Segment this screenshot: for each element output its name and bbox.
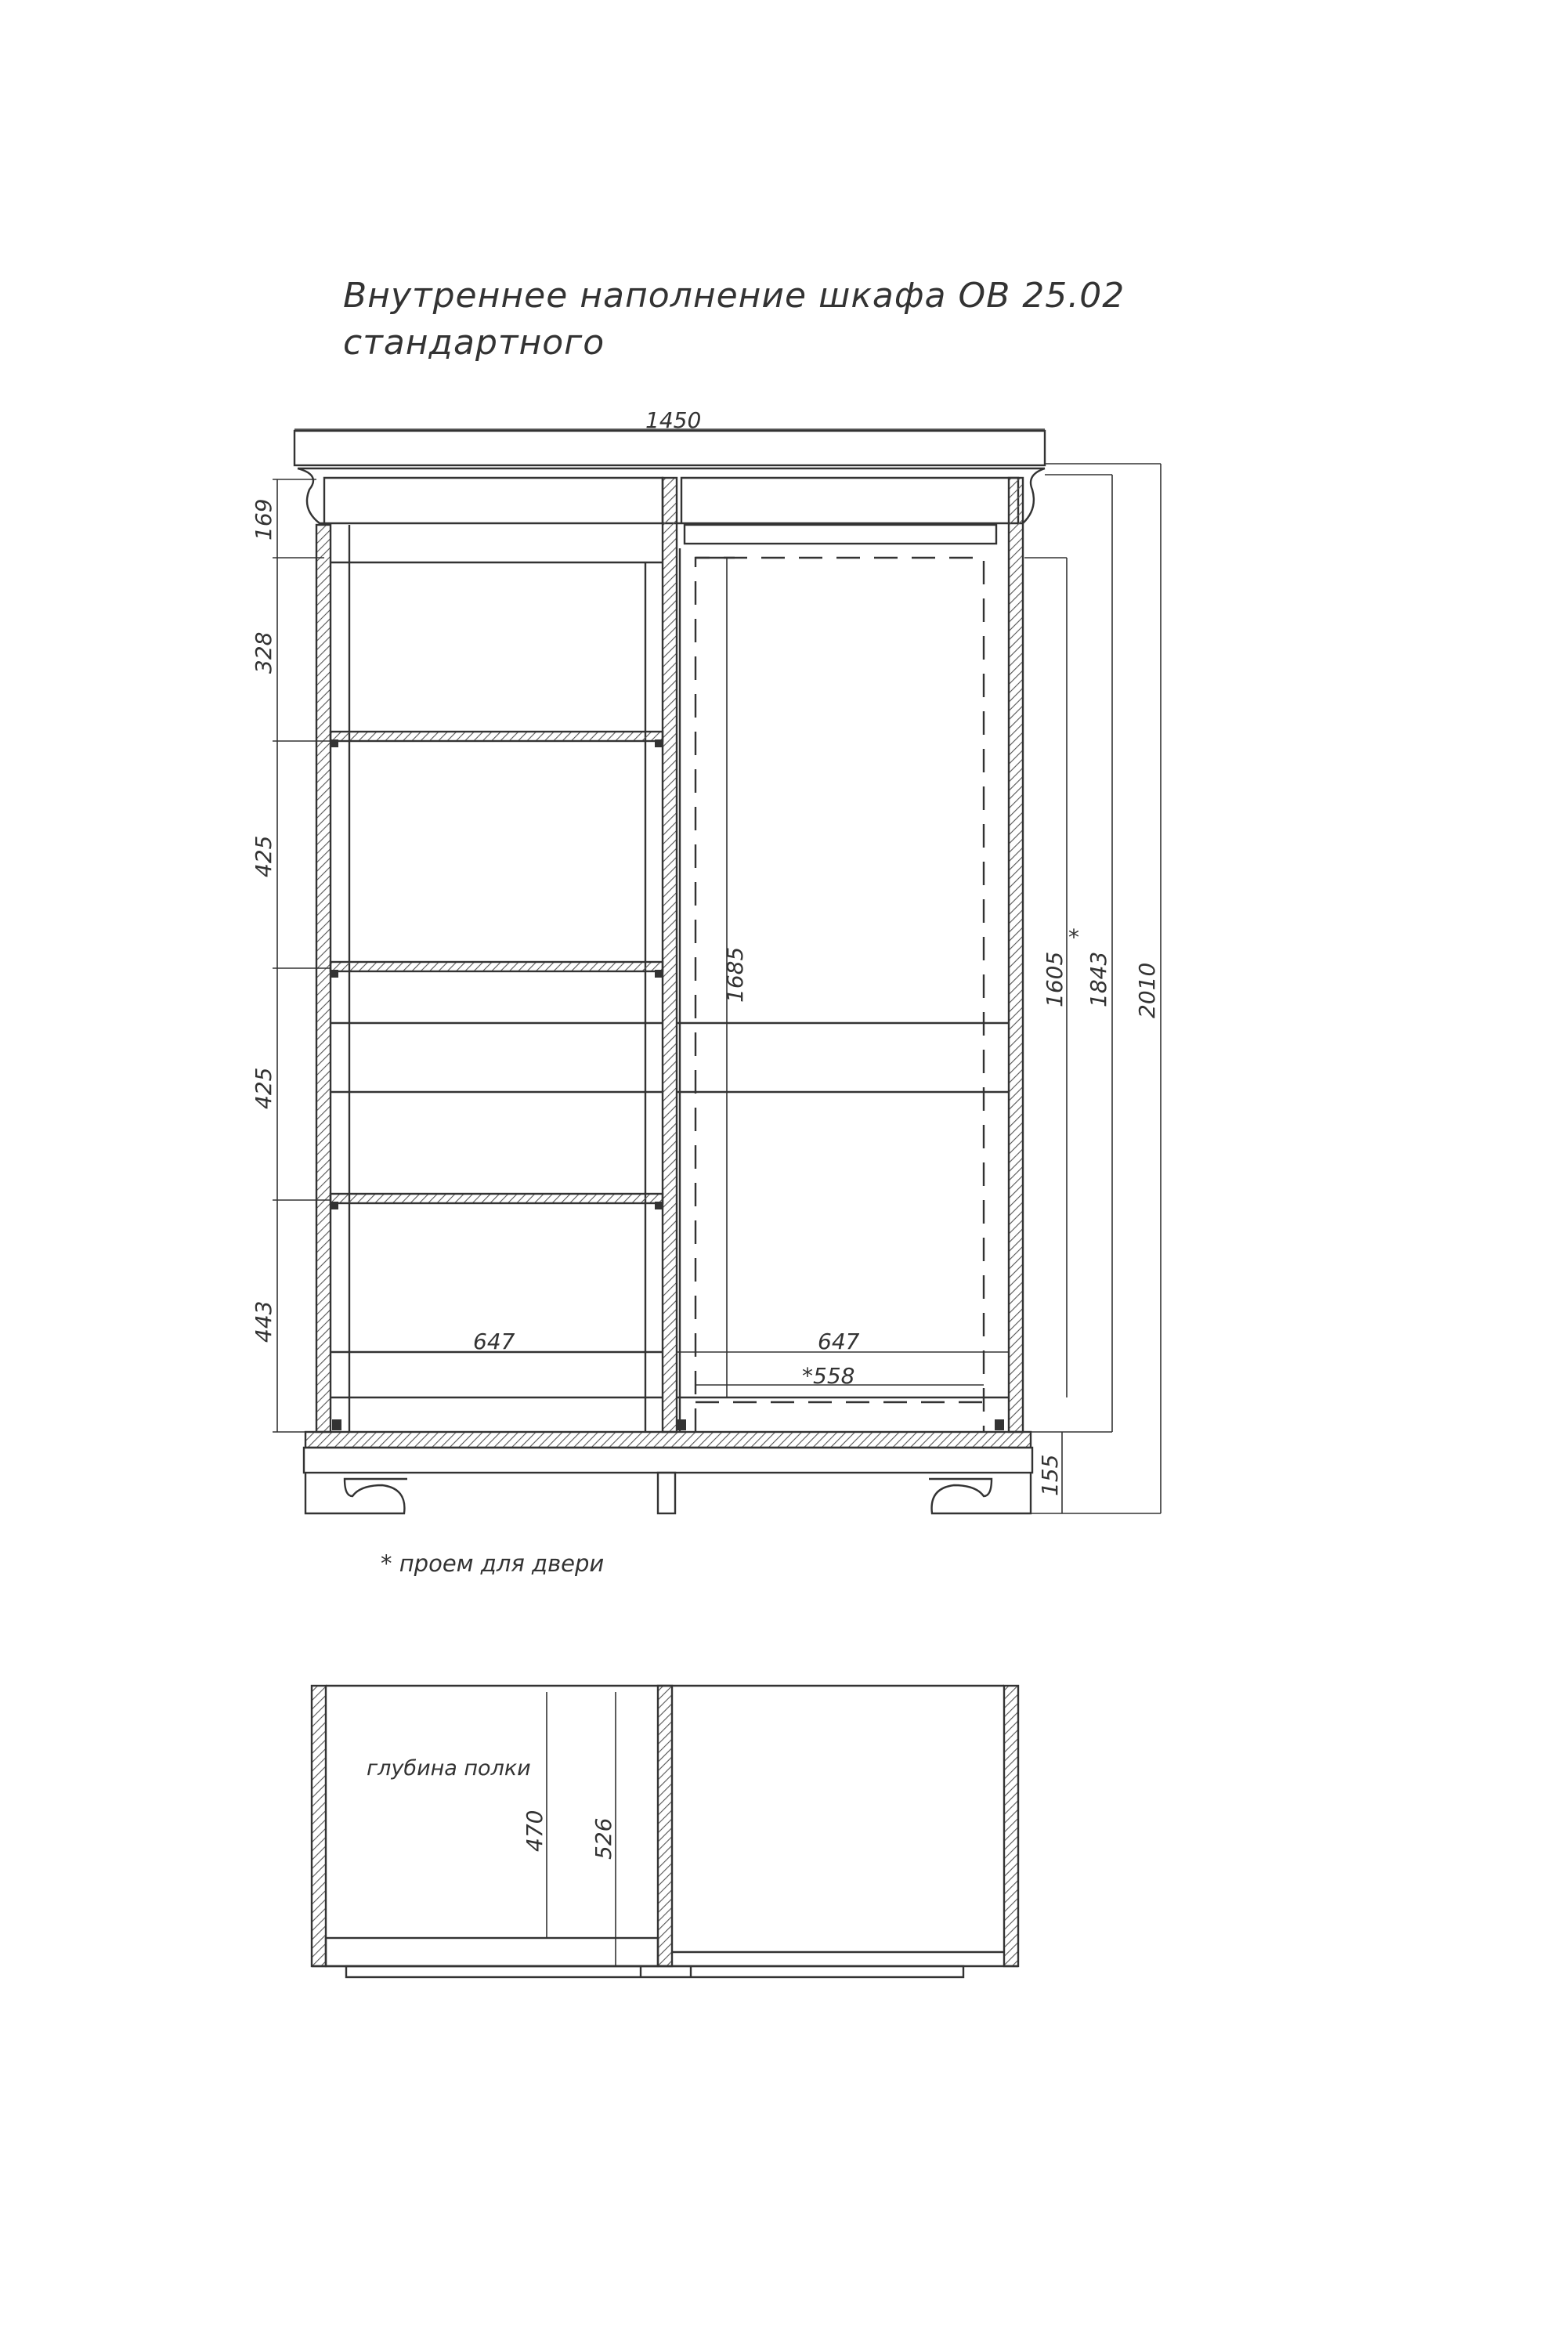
- plinth: [304, 1448, 1032, 1473]
- plan-middle-partition: [658, 1686, 672, 1966]
- shelf-2: [331, 962, 663, 971]
- dim-label-top-shelf: 328: [251, 631, 276, 674]
- dim-label-right-inner-width: 647: [818, 1329, 860, 1354]
- dim-label-door-opening-width: *558: [802, 1363, 855, 1389]
- bottom-panel: [305, 1432, 1031, 1448]
- foot-bracket: [995, 1419, 1004, 1430]
- dim-label-left-inner-width: 647: [473, 1329, 515, 1354]
- dim-label-shelf-2: 425: [251, 835, 276, 877]
- dim-label-door-opening-height: 1843: [1086, 951, 1111, 1007]
- plan-back-panel: [346, 1966, 963, 1977]
- drawing-title-line-2: стандартного: [343, 323, 605, 363]
- dim-label-shelf-3: 425: [251, 1067, 276, 1109]
- dim-label-inner-height-left: 1685: [722, 946, 748, 1003]
- dim-label-door-opening-mark: *: [1068, 924, 1079, 950]
- shelf-3: [331, 1194, 663, 1203]
- plan-right-side: [1004, 1686, 1018, 1966]
- shelf-1: [331, 732, 663, 741]
- hanging-rail: [685, 525, 996, 544]
- left-side-panel: [316, 525, 331, 1432]
- shelf-support: [331, 739, 338, 747]
- middle-partition: [663, 478, 677, 1432]
- dim-label-inner-height-right: 1605: [1042, 951, 1068, 1007]
- foot-bracket: [677, 1419, 686, 1430]
- shelf-support: [655, 739, 663, 747]
- shelf-support: [655, 1202, 663, 1209]
- dim-label-total-width: 1450: [645, 407, 702, 433]
- plan-view: [312, 1686, 1018, 1977]
- front-elevation: [294, 431, 1045, 1513]
- drawing-title-line-1: Внутреннее наполнение шкафа ОВ 25.02: [343, 276, 1125, 316]
- shelf-support: [331, 1202, 338, 1209]
- shelf-support: [331, 970, 338, 978]
- dim-label-shelf-bottom: 443: [251, 1300, 276, 1343]
- plan-left-side: [312, 1686, 326, 1966]
- dim-label-total-depth: 526: [591, 1817, 616, 1860]
- dim-label-total-height: 2010: [1134, 962, 1160, 1018]
- dim-label-cornice: 169: [251, 498, 276, 540]
- center-foot: [658, 1473, 675, 1513]
- plan-label: глубина полки: [367, 1756, 531, 1781]
- top-cornice-slab: [294, 431, 1045, 465]
- footnote: * проем для двери: [381, 1550, 605, 1577]
- shelf-support: [655, 970, 663, 978]
- right-side-panel: [1009, 478, 1023, 1432]
- plan-left-shelf-back: [326, 1938, 658, 1966]
- left-foot: [305, 1473, 407, 1513]
- foot-bracket: [332, 1419, 341, 1430]
- dim-label-plinth: 155: [1037, 1454, 1063, 1496]
- dim-label-shelf-depth: 470: [522, 1810, 547, 1852]
- right-foot: [929, 1473, 1031, 1513]
